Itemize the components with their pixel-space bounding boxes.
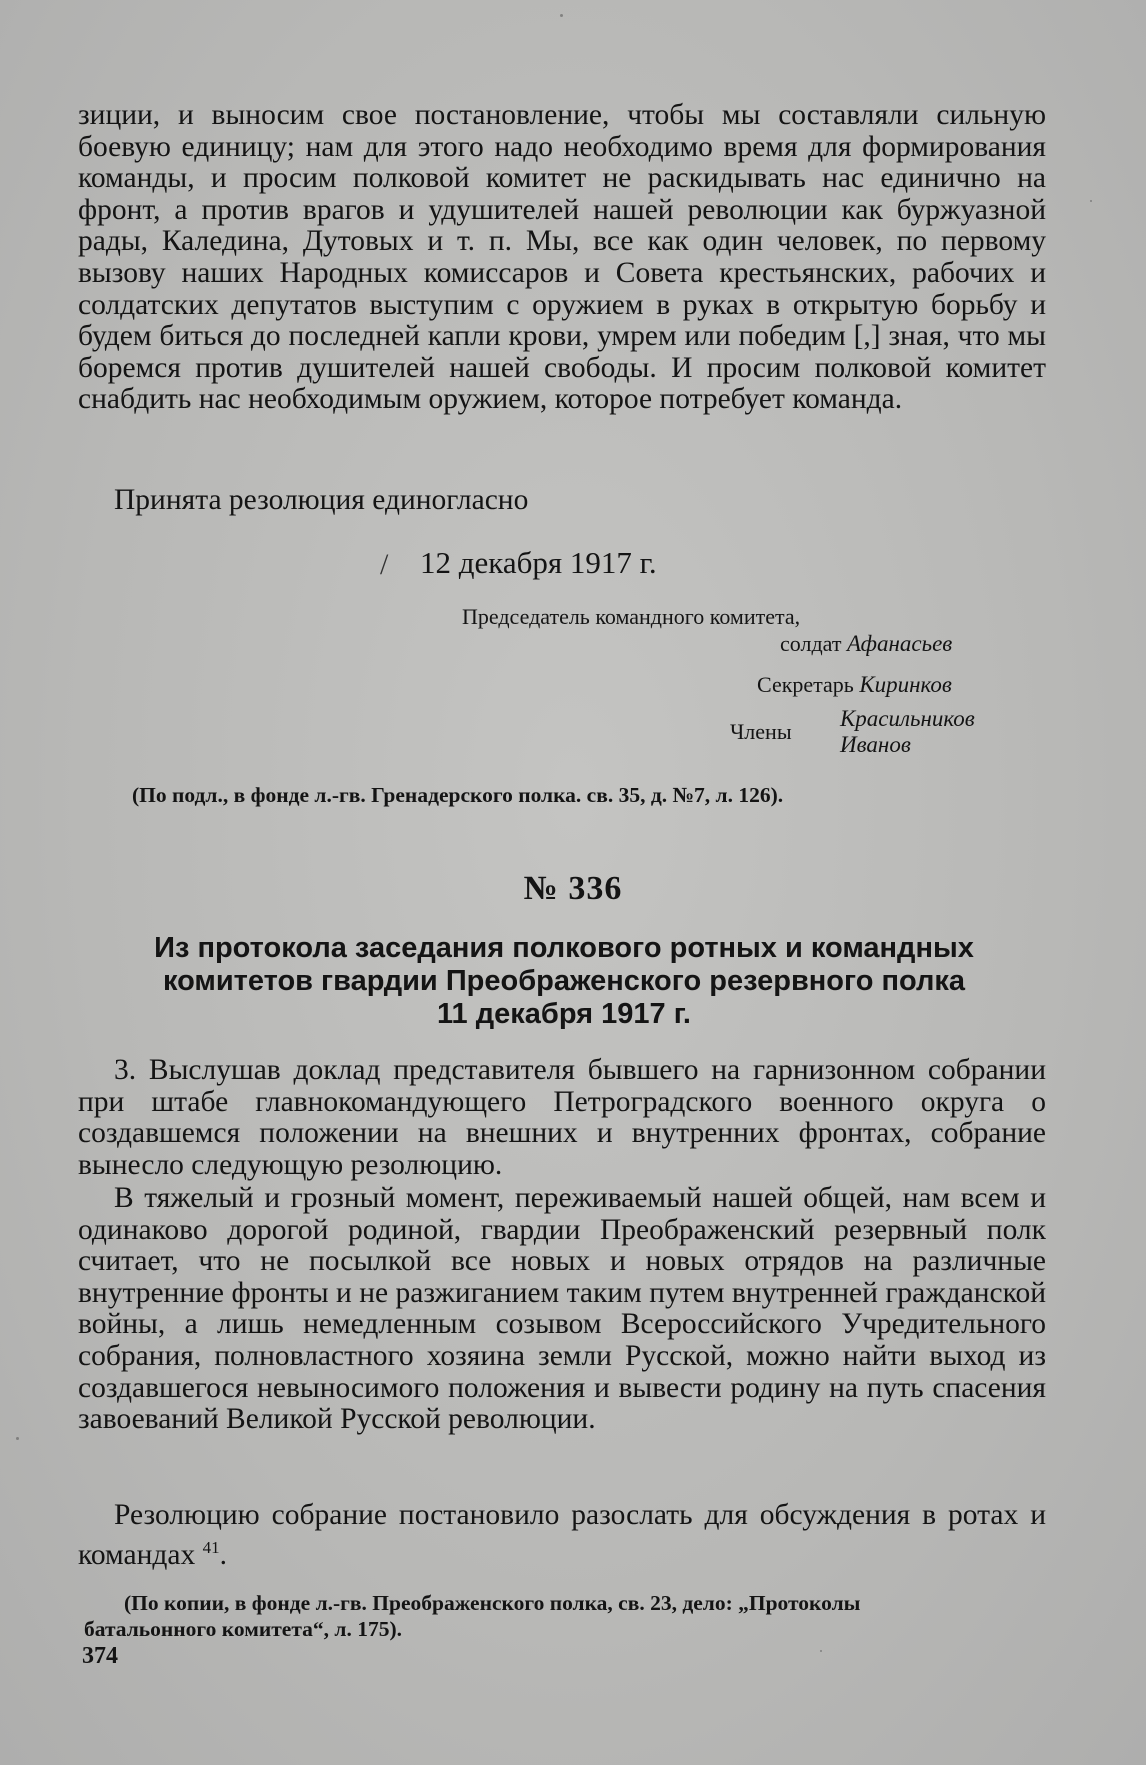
chairman-signature <box>780 632 952 656</box>
chairman-rank: солдат <box>780 631 842 656</box>
pen-mark: / <box>380 548 389 581</box>
secretary-signature <box>757 673 952 697</box>
page-number: 374 <box>82 1643 118 1669</box>
print-speck <box>560 14 563 17</box>
paragraph-distribution <box>78 1500 1046 1571</box>
archive-source-2-line-1: (По копии, в фонде л.-гв. Преображенского полка, св. 23, дело: „Протоколы <box>124 1591 861 1615</box>
archive-source-1: (По подл., в фонде л.-гв. Гренадерского полка. св. 35, д. №7, л. 126). <box>132 783 784 807</box>
secretary-name: Киринков <box>859 672 952 697</box>
paragraph-distribution-text: Резолюцию собрание постановило разослать для обсуждения в ротах и командах <box>78 1499 1046 1571</box>
member-1-name <box>840 707 975 731</box>
document-number: № 336 <box>523 870 623 907</box>
document-date: 12 декабря 1917 г. <box>420 545 657 580</box>
print-speck <box>820 1650 822 1652</box>
archive-source-2-line-2: батальонного комитета“, л. 175). <box>84 1617 403 1641</box>
paragraph-item-3: 3. Выслушав доклад представителя бывшего на гарнизонном собрании при штабе главнокомандующего Петроградского военного округа о создавшемся положении на внешних и внутренних фронтах, собрание вынесло следующую резолюцию. <box>78 1054 1046 1181</box>
chairman-title: Председатель командного комитета, <box>462 604 801 629</box>
document-title-line-2: комитетов гвардии Преображенского резервного полка <box>162 965 966 997</box>
document-title-line-3: 11 декабря 1917 г. <box>437 998 691 1030</box>
resolution-accepted-line: Принята резолюция единогласно <box>114 484 529 516</box>
member-2-name <box>840 733 911 757</box>
footnote-reference: 41 <box>202 1537 220 1557</box>
chairman-name: Афанасьев <box>846 631 953 656</box>
secretary-title: Секретарь <box>757 672 854 697</box>
paragraph-distribution-end: . <box>219 1538 227 1571</box>
print-speck <box>16 1437 19 1440</box>
document-title-line-1: Из протокола заседания полкового ротных и командных <box>154 932 974 964</box>
paragraph-continuation: зиции, и выносим свое постановление, чтобы мы составляли сильную боевую единицу; нам для этого надо необходимо время для формирования команды, и просим полковой комитет не раскидывать нас единично на фронт, а против врагов и удушителей нашей революции как буржуазной рады, Каледина, Дутовых и т. п. Мы, все как один человек, по первому вызову наших Народных комиссаров и Совета крестьянских, рабочих и солдатских депутатов выступим с оружием в руках в открытую борьбу и будем биться до последней капли крови, умрем или победим [,] зная, что мы боремся против душителей нашей свободы. И просим полковой комитет снабдить нас необходимым оружием, которое потребует команда. <box>78 99 1046 416</box>
print-speck <box>1090 200 1092 202</box>
paragraph-resolution: В тяжелый и грозный момент, переживаемый нашей общей, нам всем и одинаково дорогой родиной, гвардии Преображенский резервный полк считает, что не посылкой все новых и новых отрядов на различные внутренние фронты и не разжиганием таким путем внутренней гражданской войны, а лишь немедленным созывом Всероссийского Учредительного собрания, полновластного хозяина земли Русской, можно найти выход из создавшегося невыносимого положения и вывести родину на путь спасения завоеваний Великой Русской революции. <box>78 1182 1046 1436</box>
member-2-signature: Иванов <box>840 732 911 757</box>
member-1-signature: Красильников <box>840 706 975 731</box>
document-title <box>80 932 1048 1031</box>
members-label: Члены <box>730 719 792 744</box>
